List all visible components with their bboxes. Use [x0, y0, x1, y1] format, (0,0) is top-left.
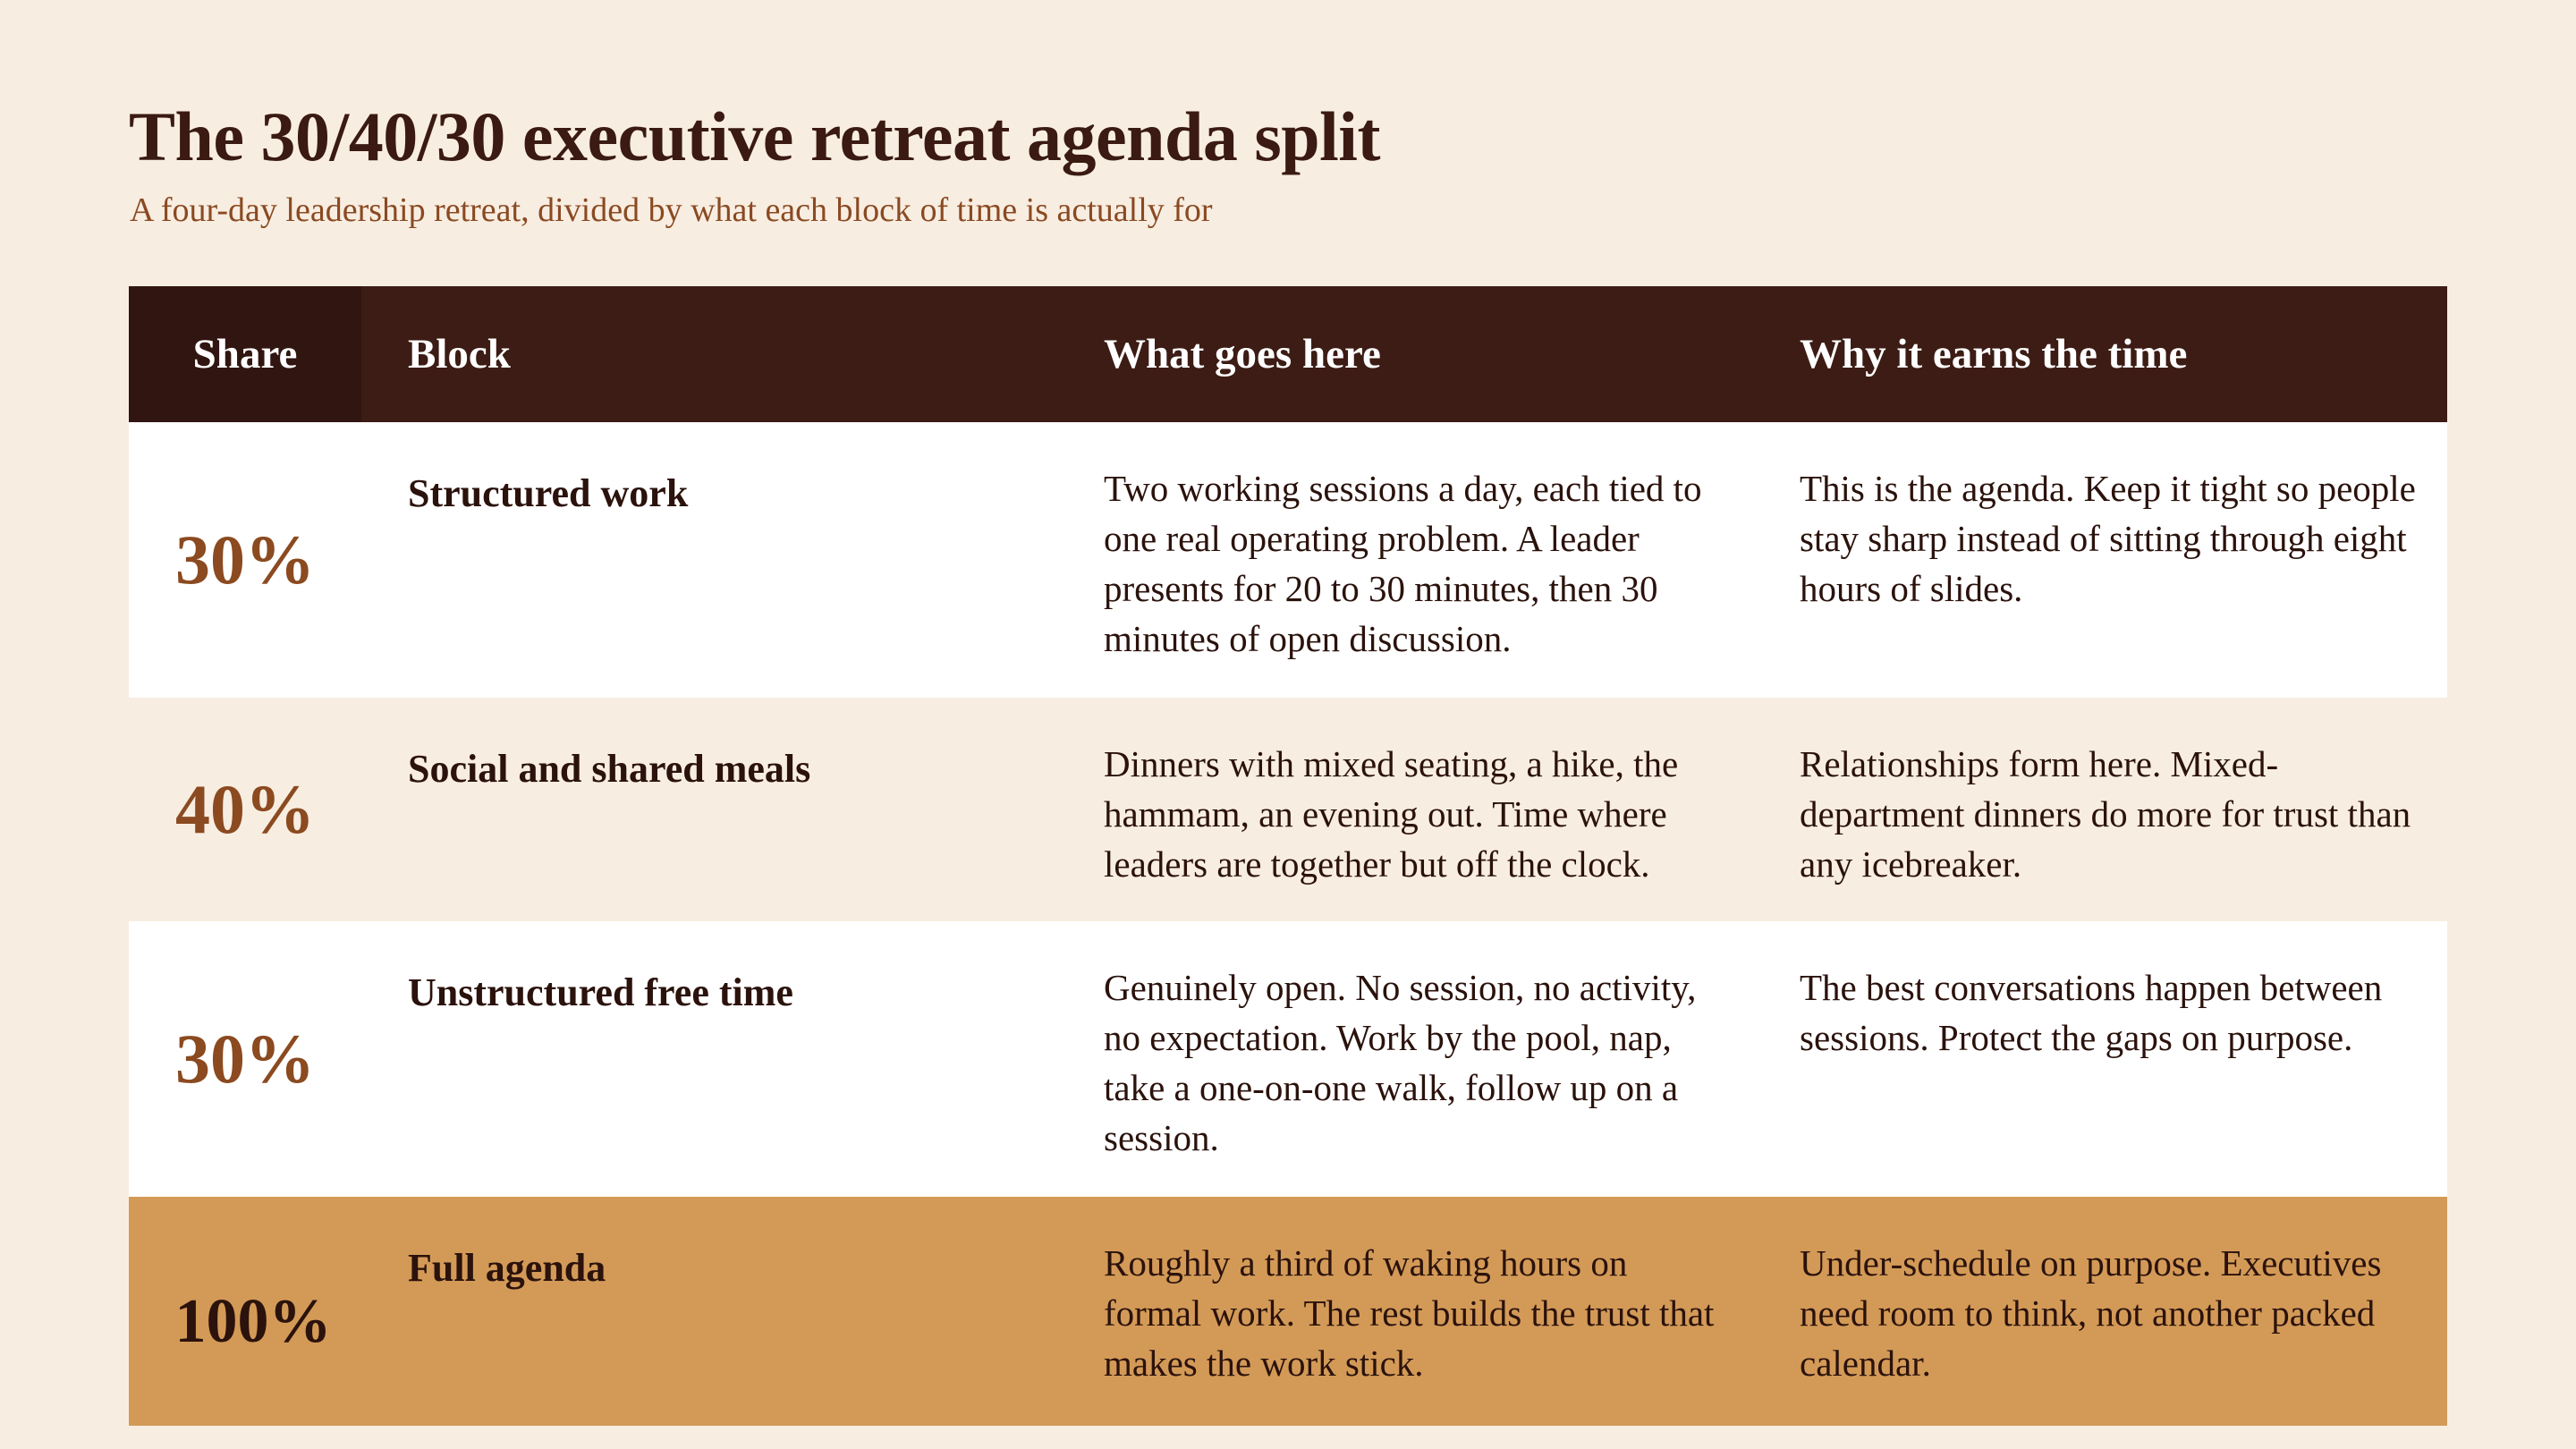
column-header-block: Block — [361, 286, 1057, 422]
row-social-why: Relationships form here. Mixed-department dinners do more for trust than any icebreaker. — [1753, 698, 2447, 921]
row-free-time-what: Genuinely open. No session, no activity, no expectation. Work by the pool, nap, take a one-on-one walk, follow up on a session. — [1057, 921, 1753, 1197]
row-free-time-share: 30% — [129, 921, 361, 1197]
page-title: The 30/40/30 executive retreat agenda split — [129, 97, 1380, 175]
row-structured-work-block: Structured work — [361, 422, 1057, 698]
agenda-table — [129, 286, 2447, 1426]
column-header-what: What goes here — [1057, 286, 1753, 422]
row-free-time-block: Unstructured free time — [361, 921, 1057, 1197]
row-social-what: Dinners with mixed seating, a hike, the hammam, an evening out. Time where leaders are together but off the clock. — [1057, 698, 1753, 921]
row-total-block: Full agenda — [361, 1197, 1057, 1426]
row-social-share: 40% — [129, 698, 361, 921]
row-structured-work-share: 30% — [129, 422, 361, 698]
row-free-time-why: The best conversations happen between sessions. Protect the gaps on purpose. — [1753, 921, 2447, 1197]
column-header-share: Share — [129, 286, 361, 422]
row-structured-work-what: Two working sessions a day, each tied to one real operating problem. A leader presents for 20 to 30 minutes, then 30 minutes of open discussion. — [1057, 422, 1753, 698]
row-total-why: Under-schedule on purpose. Executives need room to think, not another packed calendar. — [1753, 1197, 2447, 1426]
row-structured-work-why: This is the agenda. Keep it tight so people stay sharp instead of sitting through eight hours of slides. — [1753, 422, 2447, 698]
page-subtitle: A four-day leadership retreat, divided by what each block of time is actually for — [130, 191, 1213, 229]
column-header-why: Why it earns the time — [1753, 286, 2447, 422]
row-total-what: Roughly a third of waking hours on formal work. The rest builds the trust that makes the work stick. — [1057, 1197, 1753, 1426]
row-social-block: Social and shared meals — [361, 698, 1057, 921]
row-total-share: 100% — [129, 1197, 361, 1426]
